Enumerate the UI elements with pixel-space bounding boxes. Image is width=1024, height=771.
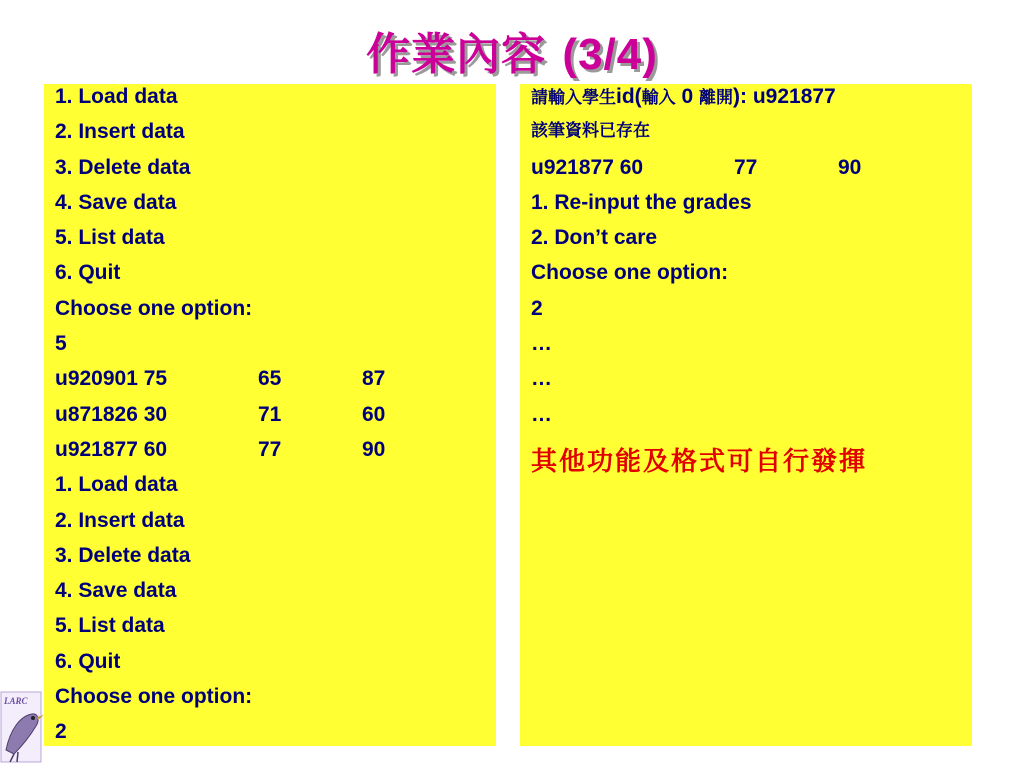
menu-item: 1. Load data — [55, 473, 178, 497]
menu-item: 4. Save data — [55, 579, 177, 603]
id-prompt-cjk: 請輸入學生 — [531, 88, 616, 108]
record-score: 71 — [258, 402, 282, 426]
menu-item: 5. List data — [55, 226, 165, 250]
menu-item: 3. Delete data — [55, 155, 191, 179]
title-page-number: (3/4) — [562, 30, 658, 79]
menu-item: 2. Insert data — [55, 508, 185, 532]
note-text: 其他功能及格式可自行發揮 — [531, 446, 868, 477]
id-prompt-text: ): u921877 — [733, 85, 836, 108]
menu-item: 2. Insert data — [55, 120, 185, 144]
logo-text: LARC — [4, 696, 28, 706]
prompt-text: Choose one option: — [55, 685, 253, 709]
id-prompt-text: 0 — [675, 85, 700, 108]
record-row — [55, 366, 496, 401]
record-id: u921877 60 — [531, 155, 644, 179]
record-id: u871826 30 — [55, 402, 168, 426]
id-prompt-cjk: 離開 — [699, 88, 734, 108]
menu-item: 3. Delete data — [55, 543, 191, 567]
prompt-text: Choose one option: — [55, 296, 253, 320]
option-item: 2. Don’t care — [531, 226, 658, 250]
menu-item: 6. Quit — [55, 261, 121, 285]
record-score: 87 — [362, 367, 386, 391]
right-console-panel — [520, 84, 972, 746]
record-row — [531, 155, 972, 190]
id-prompt-text: id( — [616, 85, 642, 108]
record-score: 90 — [362, 437, 386, 461]
user-input: 5 — [55, 332, 67, 356]
ellipsis: … — [531, 332, 552, 356]
record-score: 77 — [258, 437, 282, 461]
record-id: u920901 75 — [55, 367, 168, 391]
id-prompt-cjk: 輸入 — [641, 88, 676, 108]
menu-item: 5. List data — [55, 614, 165, 638]
user-input: 2 — [55, 720, 67, 744]
title-cjk: 作業內容 — [366, 29, 547, 80]
ellipsis: … — [531, 367, 552, 391]
record-score: 65 — [258, 367, 282, 391]
page-title — [0, 18, 1024, 82]
left-console-panel — [44, 84, 496, 746]
bird-logo-icon — [0, 690, 46, 766]
record-score: 90 — [838, 155, 862, 179]
ellipsis: … — [531, 402, 552, 426]
record-id: u921877 60 — [55, 437, 168, 461]
menu-item: 1. Load data — [55, 85, 178, 108]
menu-item: 4. Save data — [55, 190, 177, 214]
record-score: 77 — [734, 155, 758, 179]
id-prompt-line — [531, 84, 972, 119]
prompt-text: Choose one option: — [531, 261, 729, 285]
record-row — [55, 437, 496, 472]
menu-item: 6. Quit — [55, 649, 121, 673]
user-input: 2 — [531, 296, 543, 320]
record-score: 60 — [362, 402, 386, 426]
record-exists-message: 該筆資料已存在 — [531, 121, 650, 142]
option-item: 1. Re-input the grades — [531, 190, 752, 214]
record-row — [55, 402, 496, 437]
